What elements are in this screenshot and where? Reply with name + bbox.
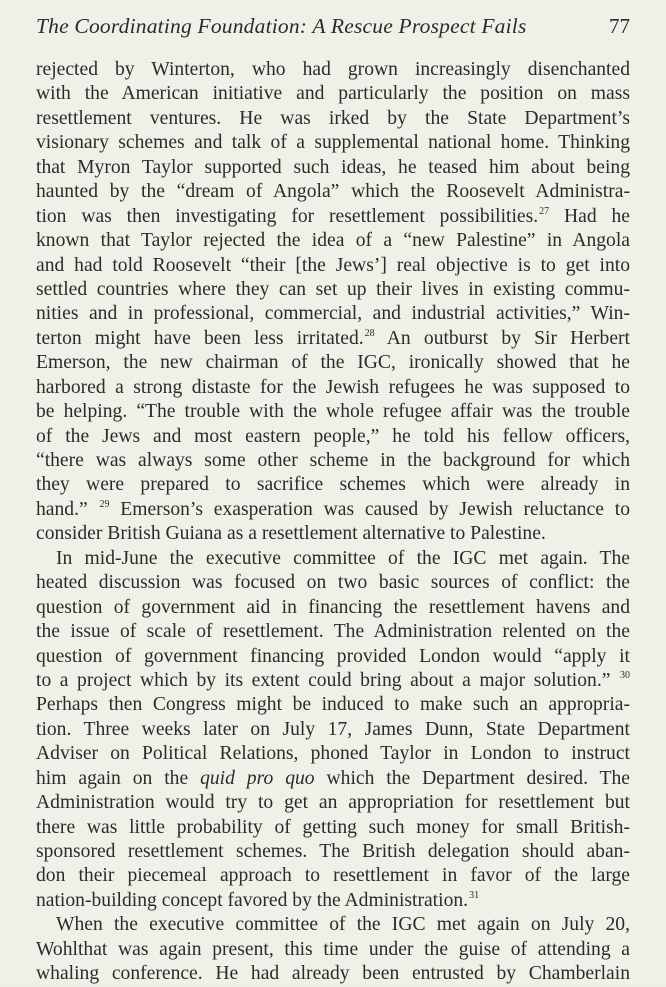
text-line (36, 82, 630, 106)
line-text: “there was always some other scheme in the background for which (36, 450, 630, 471)
page-header (36, 14, 630, 44)
text-line (36, 840, 630, 864)
line-text-continued: Had he (549, 205, 631, 227)
text-line (36, 254, 630, 278)
line-text: terton might have been less irritated. (36, 327, 364, 349)
text-line (36, 400, 630, 424)
line-text: tion was then investigating for resettlement possibilities. (36, 205, 539, 227)
line-text: known that Taylor rejected the idea of a “new Palestine” in Angola (36, 230, 630, 252)
text-line (36, 816, 630, 840)
text-line (36, 620, 630, 644)
text-line (36, 449, 630, 473)
line-text: settled countries where they can set up their lives in existing commu- (36, 278, 630, 300)
line-text: visionary schemes and talk of a supplemental national home. Thinking (36, 132, 630, 154)
line-text: tion. Three weeks later on July 17, James Dunn, State Department (36, 718, 630, 740)
line-text-continued: which the Department desired. The (314, 767, 631, 789)
line-text: resettlement ventures. He was irked by the State Department’s (36, 107, 630, 129)
text-line (36, 571, 630, 595)
text-line (36, 742, 630, 766)
line-text: Perhaps then Congress might be induced to make such an appropria- (36, 694, 630, 716)
text-line (36, 913, 630, 937)
line-text: When the executive committee of the IGC met again on July 20, (56, 914, 630, 936)
line-text: they were prepared to sacrifice schemes which were already in (36, 474, 630, 496)
line-text: Emerson, the new chairman of the IGC, ironically showed that he (36, 352, 630, 374)
line-text: Wohlthat was again present, this time under the guise of attending a (36, 938, 630, 960)
text-line (36, 938, 630, 962)
line-text: Adviser on Political Relations, phoned Taylor in London to instruct (36, 743, 630, 765)
text-line (36, 327, 630, 351)
italic-phrase: quid pro quo (200, 767, 315, 789)
running-head: The Coordinating Foundation: A Rescue Prospect Fails (36, 14, 527, 38)
text-line (36, 645, 630, 669)
text-line (36, 205, 630, 229)
footnote-ref: 29 (99, 499, 110, 511)
text-line (36, 131, 630, 155)
footnote-ref: 27 (539, 206, 550, 218)
line-text-continued: An outburst by Sir Herbert (374, 327, 630, 349)
footnote-ref: 28 (364, 328, 375, 340)
line-text: Administration would try to get an appropriation for resettlement but (36, 792, 630, 814)
line-text: rejected by Winterton, who had grown increasingly disenchanted (36, 59, 630, 80)
line-text: In mid-June the executive committee of the IGC met again. The (56, 547, 630, 569)
line-text: that Myron Taylor supported such ideas, he teased him about being (36, 156, 630, 178)
body-text (36, 58, 630, 987)
line-text: sponsored resettlement schemes. The British delegation should aban- (36, 841, 630, 862)
line-text: the issue of scale of resettlement. The Administration relented on the (36, 621, 630, 643)
text-line (36, 791, 630, 815)
text-line (36, 107, 630, 131)
text-line (36, 180, 630, 204)
text-line (36, 473, 630, 497)
line-text: there was little probability of getting such money for small British- (36, 816, 630, 838)
line-text: hand.” (36, 498, 99, 520)
line-text: nation-building concept favored by the Administration. (36, 889, 469, 911)
text-line (36, 693, 630, 717)
line-text: haunted by the “dream of Angola” which the Roosevelt Administra- (36, 181, 630, 203)
text-line (36, 718, 630, 742)
text-line (36, 962, 630, 986)
line-text: him again on the (36, 767, 201, 789)
line-text: be helping. “The trouble with the whole refugee affair was the trouble (36, 401, 630, 423)
text-line (36, 864, 630, 888)
text-line (36, 156, 630, 180)
line-text: with the American initiative and particularly the position on mass (36, 83, 630, 105)
text-line (36, 351, 630, 375)
line-text: of the Jews and most eastern people,” he told his fellow officers, (36, 425, 630, 447)
line-text: harbored a strong distaste for the Jewish refugees he was supposed to (36, 376, 630, 398)
text-line (36, 498, 630, 522)
text-line (36, 376, 630, 400)
text-line (36, 596, 630, 620)
page-number: 77 (609, 14, 630, 38)
line-text: and had told Roosevelt “their [the Jews’] real objective is to get into (36, 254, 630, 276)
text-line (36, 229, 630, 253)
text-line (36, 669, 630, 693)
line-text: nities and in professional, commercial, and industrial activities,” Win- (36, 303, 630, 325)
text-line (36, 278, 630, 302)
line-text: consider British Guiana as a resettlement alternative to Palestine. (36, 523, 546, 545)
text-line (36, 889, 630, 913)
text-line (36, 767, 630, 791)
line-text: heated discussion was focused on two basic sources of conflict: the (36, 572, 630, 594)
text-line (36, 547, 630, 571)
text-line (36, 58, 630, 82)
text-line (36, 302, 630, 326)
line-text: don their piecemeal approach to resettlement in favor of the large (36, 865, 630, 887)
line-text: question of government aid in financing the resettlement havens and (36, 596, 630, 618)
text-line (36, 522, 630, 546)
line-text: to a project which by its extent could bring about a major solution.” (36, 669, 619, 691)
line-text: question of government financing provided London would “apply it (36, 645, 630, 667)
line-text-continued: Emerson’s exasperation was caused by Jewish reluctance to (109, 498, 630, 520)
footnote-ref: 30 (620, 670, 630, 682)
footnote-ref: 31 (469, 890, 480, 902)
line-text: whaling conference. He had already been entrusted by Chamberlain (36, 963, 630, 985)
text-line (36, 425, 630, 449)
